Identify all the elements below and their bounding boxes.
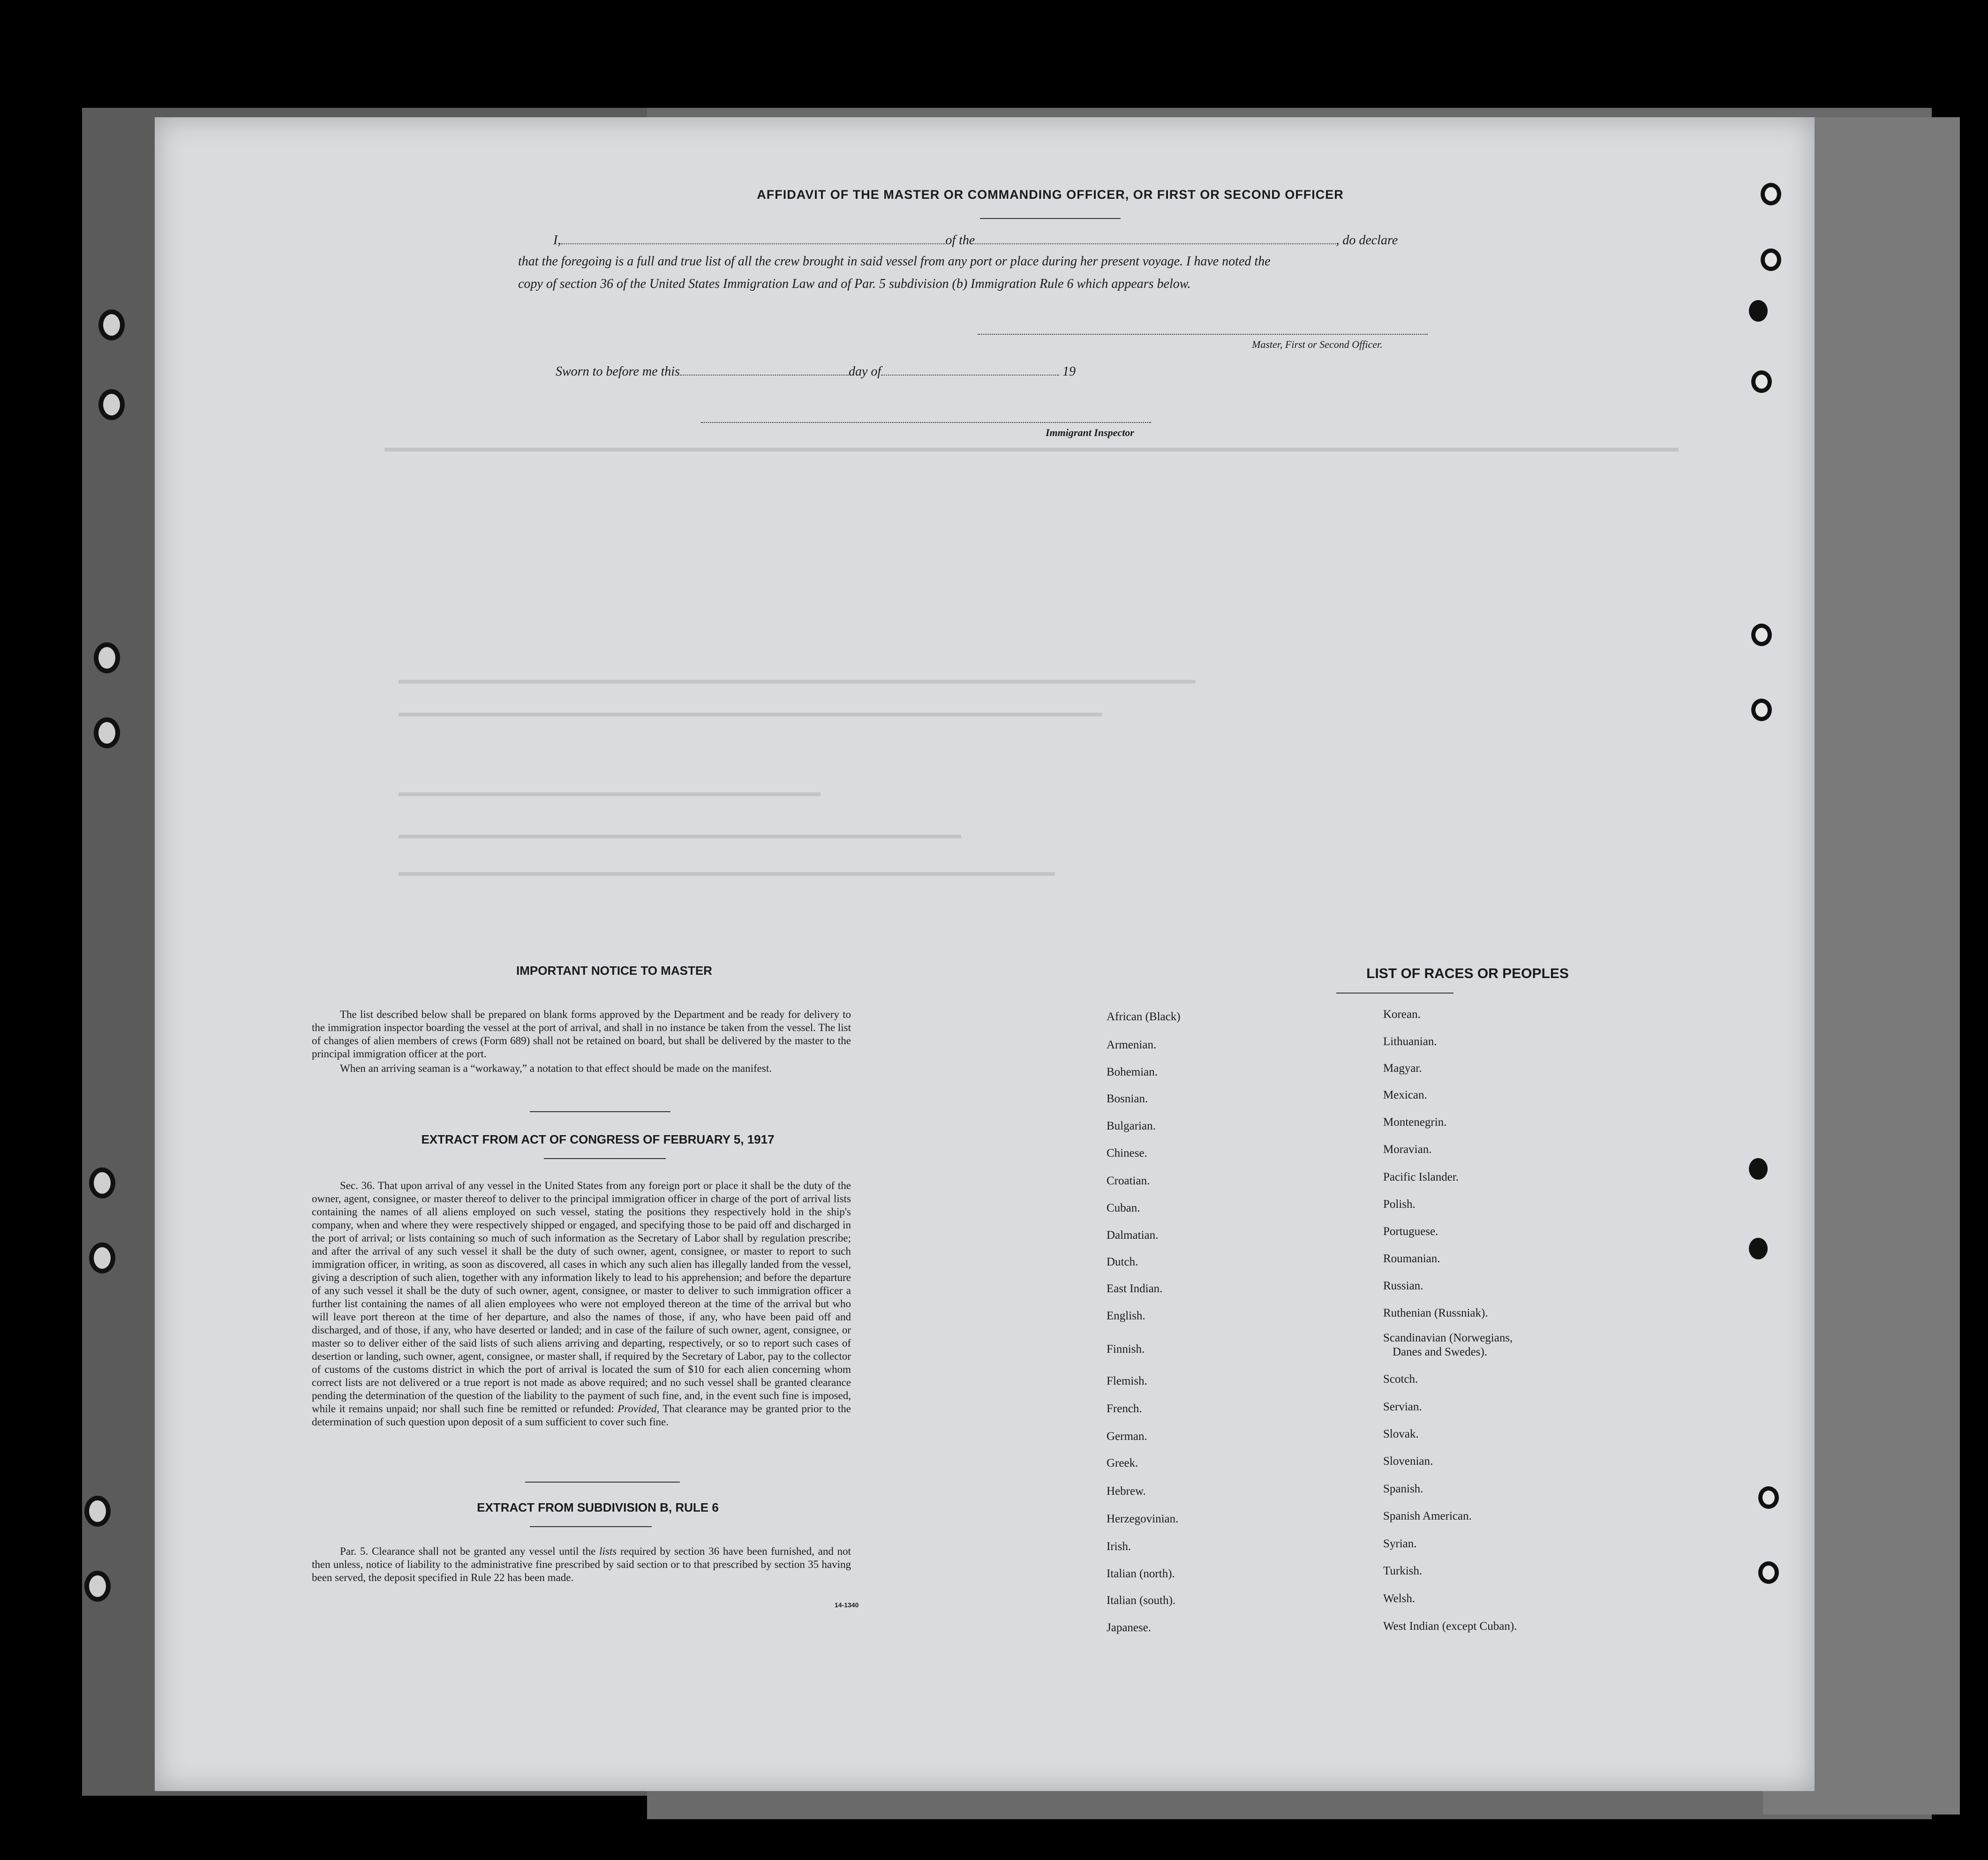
- inspector-label: Immigrant Inspector: [1046, 427, 1134, 438]
- binder-hole: [94, 717, 120, 748]
- extract-act-heading: EXTRACT FROM ACT OF CONGRESS OF FEBRUARY 5, 1917: [421, 1132, 775, 1146]
- affidavit-line-1: [553, 232, 1585, 248]
- race-item-left: African (Black): [1107, 1010, 1181, 1023]
- lists-word: lists: [599, 1545, 617, 1557]
- binder-hole: [89, 1167, 115, 1198]
- race-item-right: Welsh.: [1383, 1592, 1416, 1605]
- race-item-right: Scotch.: [1383, 1373, 1418, 1386]
- race-item-right: Syrian.: [1383, 1537, 1417, 1550]
- race-item-right: Spanish American.: [1383, 1510, 1472, 1522]
- race-item-right: Danes and Swedes).: [1393, 1346, 1488, 1358]
- rule: [530, 1526, 652, 1527]
- affidavit-line-2: that the foregoing is a full and true list of all the crew brought in said vessel from any port or place during her present voyage. I have noted the: [518, 254, 1271, 269]
- race-item-right: Lithuanian.: [1383, 1035, 1437, 1048]
- inspector-signature-line[interactable]: [701, 422, 1151, 423]
- affidavit-declare: , do declare: [1336, 233, 1398, 248]
- binder-hole: [84, 1496, 111, 1527]
- page-hole: [1761, 183, 1781, 205]
- binder-hole: [98, 309, 125, 340]
- race-item-right: Russian.: [1383, 1280, 1423, 1292]
- page-hole: [1749, 300, 1768, 322]
- race-item-right: West Indian (except Cuban).: [1383, 1620, 1517, 1633]
- race-item-left: Hebrew.: [1107, 1485, 1146, 1498]
- race-item-right: Magyar.: [1383, 1062, 1422, 1075]
- race-item-right: Scandinavian (Norwegians,: [1383, 1332, 1513, 1344]
- bleed-through-line: [399, 713, 1102, 716]
- sworn-day-blank[interactable]: [680, 363, 849, 376]
- provided-word: Provided,: [617, 1403, 660, 1415]
- rule: [544, 1158, 666, 1159]
- race-item-left: Bulgarian.: [1107, 1120, 1156, 1132]
- race-item-left: Bohemian.: [1107, 1066, 1158, 1078]
- race-item-left: Flemish.: [1107, 1375, 1147, 1387]
- section-36-label: Sec. 36.: [340, 1180, 375, 1191]
- race-item-left: Cuban.: [1107, 1202, 1140, 1214]
- race-item-right: Ruthenian (Russniak).: [1383, 1307, 1488, 1319]
- page-hole: [1761, 249, 1781, 271]
- race-item-left: Herzegovinian.: [1107, 1513, 1179, 1525]
- par-5-text: [312, 1545, 851, 1584]
- affidavit-title: AFFIDAVIT OF THE MASTER OR COMMANDING OFFICER, OR FIRST OR SECOND OFFICER: [757, 188, 1344, 202]
- race-item-right: Slovenian.: [1383, 1455, 1433, 1468]
- race-item-left: Bosnian.: [1107, 1092, 1148, 1105]
- race-item-left: East Indian.: [1107, 1282, 1163, 1295]
- extract-rule-heading: EXTRACT FROM SUBDIVISION B, RULE 6: [477, 1500, 719, 1514]
- race-item-right: Pacific Islander.: [1383, 1171, 1459, 1183]
- race-item-right: Slovak.: [1383, 1428, 1419, 1440]
- race-item-right: Polish.: [1383, 1198, 1416, 1211]
- page-hole: [1751, 370, 1772, 393]
- affidavit-of-the: of the: [945, 233, 975, 248]
- sworn-line: [556, 363, 1165, 379]
- race-item-left: Japanese.: [1107, 1621, 1152, 1634]
- page-hole: [1749, 1238, 1768, 1259]
- race-item-right: Portuguese.: [1383, 1225, 1438, 1238]
- race-item-left: Croatian.: [1107, 1175, 1150, 1187]
- race-item-right: Spanish.: [1383, 1483, 1423, 1495]
- bleed-through-line: [399, 680, 1196, 684]
- section-36-text: [312, 1179, 851, 1429]
- race-item-right: Turkish.: [1383, 1565, 1423, 1577]
- master-signature-line[interactable]: [978, 334, 1428, 335]
- race-item-left: English.: [1107, 1310, 1145, 1322]
- title-rule: [980, 218, 1121, 219]
- officer-name-blank[interactable]: [561, 232, 945, 244]
- race-item-left: Finnish.: [1107, 1343, 1145, 1355]
- par-5-body-a: Par. 5. Clearance shall not be granted any vessel until the: [340, 1545, 596, 1557]
- race-item-left: Italian (south).: [1107, 1594, 1176, 1607]
- notice-paragraph-1: The list described below shall be prepared on blank forms approved by the Department and be ready for delivery to the immigration inspector boarding the vessel at the port of arrival, and shall in no instance be taken from the vessel. The list of changes of alien members of crews (Form 689) shall not be retained on board, but shall be delivered by the master to the principal immigration officer at the port.: [312, 1009, 851, 1060]
- rule: [1336, 993, 1453, 994]
- race-item-right: Roumanian.: [1383, 1252, 1440, 1265]
- section-36-body: That upon arrival of any vessel in the United States from any foreign port or place it shall be the duty of the owner, agent, consignee, or master thereof to deliver to the principal immigration officer in charge of the port of arrival lists containing the names of all aliens employed on such vessel, stating the positions they respectively hold in the ship's company, when and where they were respectively shipped or engaged, and specifying those to be paid off and discharged in the port of arrival; or lists containing so much of such information as the Secretary of Labor shall by regulation prescribe; and after the arrival of any such vessel it shall be the duty of such owner, agent, consignee, or master to report to such immigration officer, in writing, as soon as discovered, all cases in which any such alien has illegally landed from the vessel, giving a description of such alien, together with any information likely to lead to his apprehension; and before the departure of any such vessel it shall be the duty of such owner, agent, consignee, or master to deliver to such immigration officer a further list containing the names of all alien employees who were not employed thereon at the time of the arrival but who will leave port thereon at the time of her departure, and also the names of those, if any, who have been paid off and discharged, and of those, if any, who have deserted or landed; and in case of the failure of such owner, agent, consignee, or master so to deliver either of the said lists of such aliens arriving and departing, respectively, or so to report such cases of desertion or landing, such owner, agent, consignee, or master shall, if required by the Secretary of Labor, pay to the collector of customs of the customs district in which the port of arrival is located the sum of $10 for each alien concerning whom correct lists are not delivered or a true report is not made as above required; and no such vessel shall be granted clearance pending the determination of the question of the liability to the payment of such fine, and, in the event such fine is imposed, while it remains unpaid; nor shall such fine be remitted or refunded:: [312, 1180, 851, 1415]
- affidavit-i: I,: [553, 233, 561, 248]
- section-36-proviso: That clearance may be granted prior to the determination of such question upon deposit of a sum sufficient to cover such fine.: [312, 1403, 851, 1428]
- race-item-right: Mexican.: [1383, 1089, 1427, 1101]
- race-item-left: German.: [1107, 1430, 1147, 1443]
- sworn-month-blank[interactable]: [881, 363, 1059, 376]
- race-item-left: French.: [1107, 1402, 1142, 1415]
- race-item-left: Irish.: [1107, 1540, 1131, 1553]
- race-item-left: Armenian.: [1107, 1039, 1157, 1051]
- race-item-left: Dalmatian.: [1107, 1229, 1159, 1242]
- bleed-through-line: [399, 835, 961, 838]
- binder-hole: [89, 1243, 115, 1273]
- race-item-left: Chinese.: [1107, 1147, 1147, 1160]
- race-item-left: Italian (north).: [1107, 1567, 1175, 1580]
- rule: [530, 1111, 670, 1112]
- affidavit-line-3: copy of section 36 of the United States Immigration Law and of Par. 5 subdivision (b) Immigration Rule 6 which appears below.: [518, 277, 1191, 291]
- par-5-body-b: required by section 36 have been furnished, and not then unless, notice of liability to the administrative fine prescribed by said section or to that prescribed by section 35 having been served, the deposit specified in Rule 22 has been made.: [312, 1545, 851, 1583]
- bleed-through-line: [399, 792, 821, 796]
- page-hole: [1751, 624, 1772, 646]
- race-item-left: Dutch.: [1107, 1256, 1138, 1268]
- bleed-through-line: [399, 872, 1055, 876]
- page-hole: [1758, 1486, 1779, 1509]
- page-hole: [1751, 699, 1772, 721]
- race-item-left: Greek.: [1107, 1457, 1138, 1469]
- races-heading: LIST OF RACES OR PEOPLES: [1366, 966, 1569, 981]
- page-hole: [1758, 1561, 1779, 1584]
- binder-hole: [94, 642, 120, 673]
- rule: [525, 1482, 680, 1483]
- manifest-page: [155, 117, 1815, 1791]
- sworn-day-of: day of: [848, 364, 881, 379]
- bleed-through-line: [384, 448, 1679, 452]
- race-item-right: Montenegrin.: [1383, 1116, 1447, 1129]
- race-item-right: Servian.: [1383, 1401, 1422, 1413]
- sworn-year: 19: [1062, 364, 1076, 379]
- notice-heading: IMPORTANT NOTICE TO MASTER: [516, 964, 712, 978]
- binder-hole: [98, 389, 125, 420]
- sworn-prefix: Sworn to before me this: [556, 364, 680, 379]
- page-hole: [1749, 1158, 1768, 1180]
- form-number: 14-1340: [835, 1601, 859, 1609]
- notice-paragraph-2: When an arriving seaman is a “workaway,” a notation to that effect should be made on the manifest.: [340, 1062, 772, 1074]
- race-item-right: Korean.: [1383, 1008, 1421, 1021]
- race-item-right: Moravian.: [1383, 1143, 1432, 1156]
- binder-hole: [84, 1571, 111, 1602]
- master-signature-label: Master, First or Second Officer.: [1252, 339, 1383, 350]
- vessel-name-blank[interactable]: [975, 232, 1336, 244]
